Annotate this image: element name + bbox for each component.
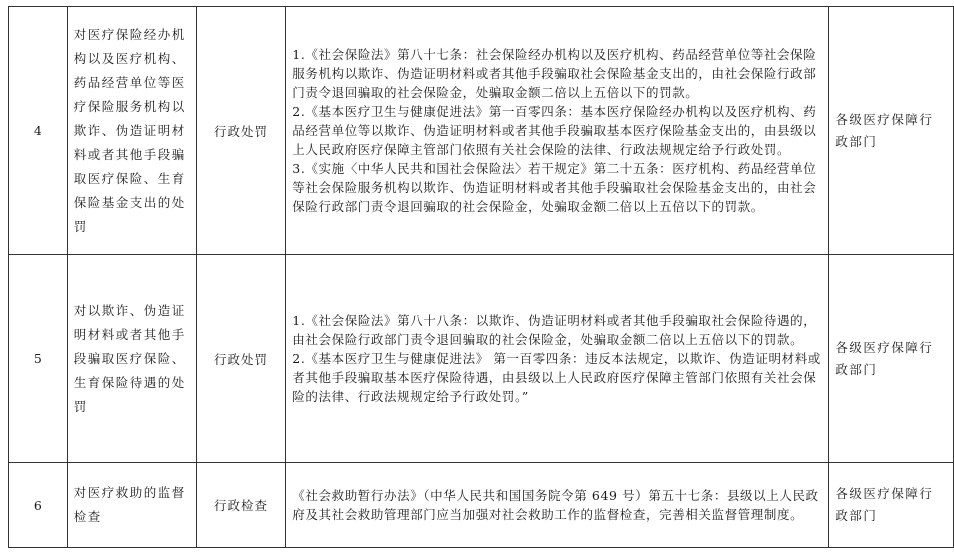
row-number: 4 [9, 7, 68, 255]
legal-basis [286, 463, 829, 548]
action-type: 行政处罚 [196, 255, 286, 463]
item-name: 对以欺诈、伪造证明材料或者其他手段骗取医疗保险、生育保险待遇的处罚 [67, 255, 196, 463]
basis-clause: 3.《实施〈中华人民共和国社会保险法〉若干规定》第二十五条：医疗机构、药品经营单位等社会保险服务机构以欺诈、伪造证明材料或者其他手段骗取社会保险基金支出的，由社会保险行政部门责令退回骗取的社会保险金，处骗取金额二倍以上五倍以下的罚款。 [292, 161, 817, 214]
regulation-table [8, 6, 954, 548]
action-type: 行政处罚 [196, 7, 286, 255]
basis-clause: 2.《基本医疗卫生与健康促进法》 第一百零四条：违反本法规定，以欺诈、伪造证明材料或者其他手段骗取基本医疗保险待遇，由县级以上人民政府医疗保障主管部门依照有关社会保险的法律、行政法规规定给予行政处罚。” [292, 351, 821, 404]
item-name: 对医疗救助的监督检查 [67, 463, 196, 548]
responsible-department: 各级医疗保障行政部门 [829, 255, 954, 463]
basis-clause: 1.《社会保险法》第八十七条：社会保险经办机构以及医疗机构、药品经营单位等社会保险服务机构以欺诈、伪造证明材料或者其他手段骗取社会保险基金支出的，由社会保险行政部门责令退回骗取的社会保险金，处骗取金额二倍以上五倍以下的罚款。 [292, 47, 817, 100]
basis-clause: 2.《基本医疗卫生与健康促进法》第一百零四条：基本医疗保险经办机构以及医疗机构、药品经营单位等以欺诈、伪造证明材料或者其他手段骗取基本医疗保险基金支出的，由县级以上人民政府医疗保障主管部门依照有关社会保险的法律、行政法规规定给予行政处罚。 [292, 104, 817, 157]
legal-basis [286, 255, 829, 463]
row-number: 5 [9, 255, 68, 463]
basis-clause: 《社会救助暂行办法》（中华人民共和国国务院令第 649 号）第五十七条：县级以上人民政府及其社会救助管理部门应当加强对社会救助工作的监督检查，完善相关监督管理制度。 [292, 488, 819, 522]
legal-basis [286, 7, 829, 255]
responsible-department: 各级医疗保障行政部门 [829, 7, 954, 255]
row-number: 6 [9, 463, 68, 548]
responsible-department: 各级医疗保障行政部门 [829, 463, 954, 548]
table-row [9, 255, 954, 463]
basis-clause: 1.《社会保险法》第八十八条：以欺诈、伪造证明材料或者其他手段骗取社会保险待遇的，由社会保险行政部门责令退回骗取的社会保险金，处骗取金额二倍以上五倍以下的罚款。 [292, 313, 817, 347]
table-row [9, 7, 954, 255]
action-type: 行政检查 [196, 463, 286, 548]
table-row [9, 463, 954, 548]
item-name: 对医疗保险经办机构以及医疗机构、药品经营单位等医疗保险服务机构以欺诈、伪造证明材料或者其他手段骗取医疗保险、生育保险基金支出的处罚 [67, 7, 196, 255]
